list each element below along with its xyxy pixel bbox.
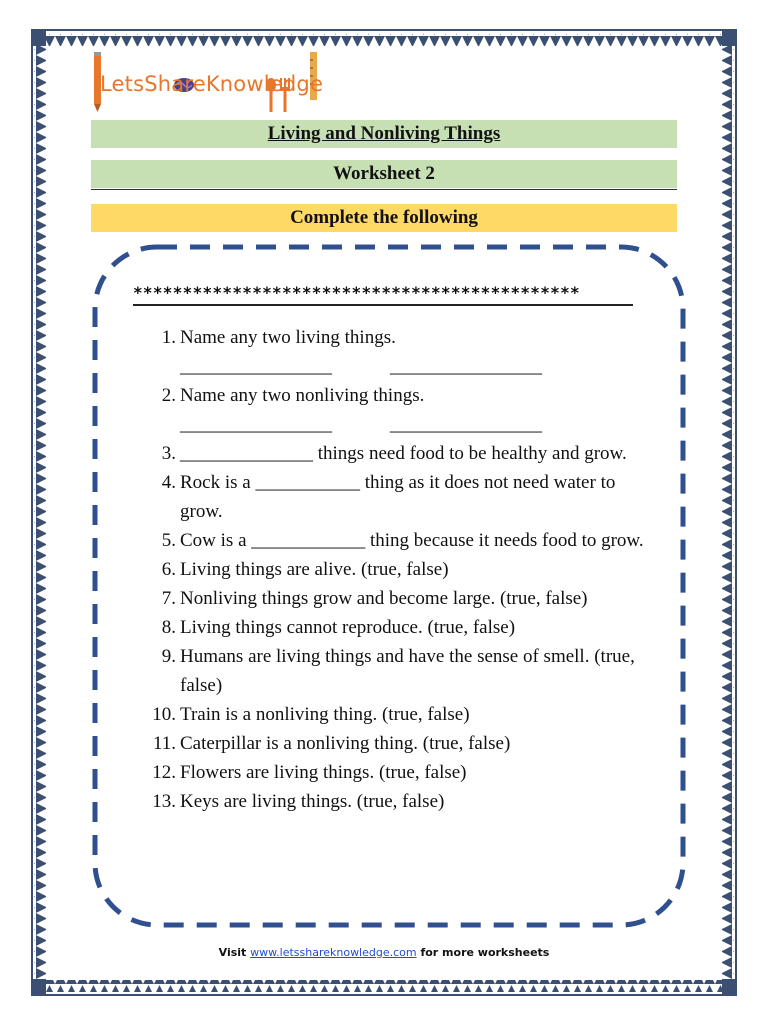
question-number: 13. — [152, 791, 176, 812]
answer-blanks — [180, 352, 660, 381]
worksheet-title: Living and Nonliving Things — [91, 120, 677, 148]
question-item — [140, 526, 660, 555]
question-text: Living things are alive. (true, false) — [180, 559, 449, 580]
question-text: Flowers are living things. (true, false) — [180, 762, 467, 783]
question-item — [140, 613, 660, 642]
question-number: 4. — [161, 472, 176, 493]
answer-blank[interactable]: ________________ — [390, 356, 542, 377]
question-item — [140, 381, 660, 439]
question-text: ______________ things need food to be healthy and grow. — [180, 443, 627, 464]
question-number: 1. — [161, 327, 176, 348]
answer-blanks — [180, 410, 660, 439]
question-text: Name any two nonliving things. — [180, 385, 425, 406]
question-number: 12. — [152, 762, 176, 783]
question-text: Cow is a ____________ thing because it needs food to grow. — [180, 530, 644, 551]
question-number: 10. — [152, 704, 176, 725]
question-item — [140, 323, 660, 381]
footer-prefix: Visit — [218, 946, 247, 959]
question-number: 8. — [161, 617, 176, 638]
question-text: Train is a nonliving thing. (true, false) — [180, 704, 470, 725]
footer — [0, 946, 768, 959]
question-text: Humans are living things and have the sense of smell. (true, false) — [180, 646, 635, 696]
question-list — [140, 323, 660, 816]
question-item — [140, 729, 660, 758]
question-number: 5. — [161, 530, 176, 551]
worksheet-subtitle: Worksheet 2 — [91, 160, 677, 188]
website-link[interactable]: www.letsshareknowledge.com — [250, 946, 417, 959]
question-number: 6. — [161, 559, 176, 580]
answer-blank[interactable]: ________________ — [390, 414, 542, 435]
question-item — [140, 555, 660, 584]
question-text: Name any two living things. — [180, 327, 396, 348]
question-item — [140, 439, 660, 468]
question-item — [140, 584, 660, 613]
question-text: Caterpillar is a nonliving thing. (true, false) — [180, 733, 511, 754]
question-number: 7. — [161, 588, 176, 609]
question-text: Nonliving things grow and become large. (true, false) — [180, 588, 588, 609]
question-text: Keys are living things. (true, false) — [180, 791, 445, 812]
question-number: 3. — [161, 443, 176, 464]
question-item — [140, 468, 660, 526]
star-separator: ********************************************* — [133, 283, 580, 302]
question-text: Living things cannot reproduce. (true, false) — [180, 617, 516, 638]
question-number: 2. — [161, 385, 176, 406]
divider — [133, 304, 633, 306]
question-number: 9. — [161, 646, 176, 667]
instruction-banner: Complete the following — [91, 204, 677, 232]
answer-blank[interactable]: ________________ — [180, 356, 332, 377]
answer-blank[interactable]: ________________ — [180, 414, 332, 435]
footer-suffix: for more worksheets — [420, 946, 550, 959]
question-item — [140, 642, 660, 700]
logo-text: LetsShareKnowledge — [100, 72, 324, 96]
question-item — [140, 787, 660, 816]
question-text: Rock is a ___________ thing as it does not need water to grow. — [180, 472, 616, 522]
question-number: 11. — [152, 733, 176, 754]
question-item — [140, 700, 660, 729]
question-item — [140, 758, 660, 787]
